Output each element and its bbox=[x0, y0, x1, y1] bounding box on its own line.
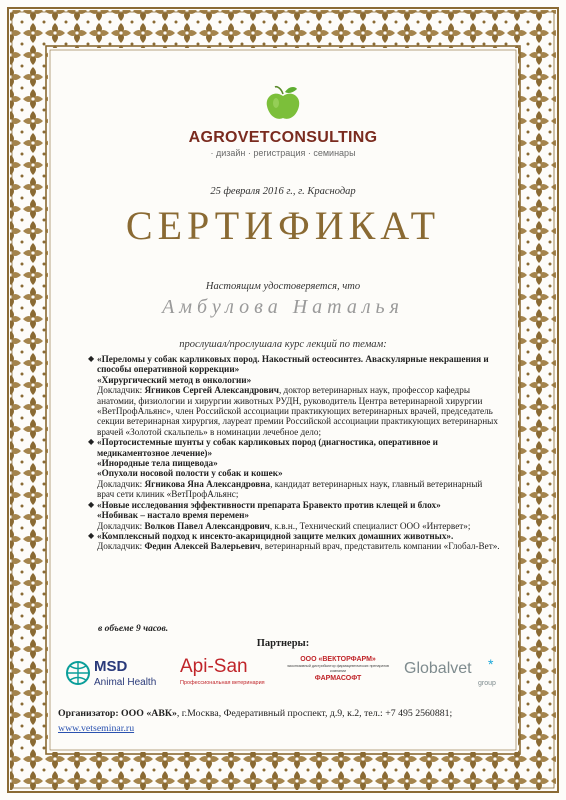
bullet-icon: ◆ bbox=[88, 530, 95, 540]
organizer-address: , г.Москва, Федеративный проспект, д.9, к.2, тел.: +7 495 2560881; bbox=[176, 708, 453, 719]
speaker-prefix: Докладчик: bbox=[97, 478, 145, 489]
speaker-info: , кандидат ветеринарных наук, главный ветеринарный врач сети клиник «ВетПрофАльянс; bbox=[97, 478, 483, 500]
speaker-info: , ветеринарный врач, представитель компании «Глобал-Вет». bbox=[260, 541, 500, 552]
certificate-content bbox=[58, 62, 504, 742]
topic-title: «Хирургический метод в онкологии» bbox=[97, 374, 252, 385]
globalvet-star-icon: * bbox=[488, 656, 494, 672]
msd-name: MSD bbox=[94, 658, 128, 675]
logo-tagline: · дизайн · регистрация · семинары bbox=[210, 148, 356, 158]
organizer-label: Организатор: bbox=[58, 708, 119, 719]
topics-list bbox=[88, 354, 500, 552]
topic-item bbox=[88, 437, 500, 499]
speaker-name: Федин Алексей Валерьевич bbox=[144, 541, 261, 552]
partners-row bbox=[62, 654, 504, 694]
apisan-logo bbox=[176, 656, 276, 692]
speaker-prefix: Докладчик: bbox=[97, 520, 145, 531]
certificate-title: СЕРТИФИКАТ bbox=[125, 203, 441, 248]
topic-item bbox=[88, 531, 500, 552]
bullet-icon: ◆ bbox=[88, 437, 95, 447]
topic-title: «Опухоли носовой полости у собак и кошек» bbox=[97, 468, 283, 479]
topic-title: «Новые исследования эффективности препарата Бравекто против клещей и блох» bbox=[97, 499, 441, 510]
bullet-icon: ◆ bbox=[88, 499, 95, 509]
speaker-name: Ягников Сергей Александрович bbox=[144, 385, 279, 396]
vektorpharm-sub: эксклюзивный дистрибьютор фармацевтических препаратов компании bbox=[287, 664, 389, 673]
msd-globe-icon bbox=[66, 660, 90, 686]
globalvet-logo bbox=[402, 656, 502, 692]
apisan-name: Api-San bbox=[180, 656, 248, 677]
speaker-prefix: Докладчик: bbox=[97, 541, 145, 552]
website-link[interactable]: www.vetseminar.ru bbox=[58, 723, 135, 734]
partners-title: Партнеры: bbox=[256, 638, 310, 649]
globalvet-name: Globalvet bbox=[404, 660, 472, 677]
topic-title: «Портосистемные шунты у собак карликовых пород (диагностика, оперативное и медикаментозное лечение)» bbox=[97, 437, 438, 458]
hours-text: в объеме 9 часов. bbox=[98, 624, 169, 634]
recipient-name: Амбулова Наталья bbox=[162, 296, 404, 318]
apisan-sub: Профессиональная ветеринария bbox=[180, 680, 265, 686]
topic-title: «Переломы у собак карликовых пород. Накостный остеосинтез. Аваскулярные некрашения и способы оперативной коррекции» bbox=[97, 354, 489, 375]
date-place: 25 февраля 2016 г., г. Краснодар bbox=[210, 186, 356, 197]
speaker-prefix: Докладчик: bbox=[97, 385, 145, 396]
msd-logo bbox=[66, 656, 166, 692]
topic-item bbox=[88, 354, 500, 437]
speaker-info: , доктор ветеринарных наук, профессор кафедры анатомии, физиологии и хирургии животных РУДН, руководитель Центра ветеринарной хирургии «ВетПрофАльянс», член Российской ассоциации практикующих ветеринарных врачей, председатель секции ветеринарная хирургия, лауреат премии Российской ассоциации практикующих ветеринарных врачей «Золотой скальпель» в номинации лечебное дело; bbox=[97, 385, 498, 437]
msd-sub: Animal Health bbox=[94, 677, 157, 688]
certifies-text: Настоящим удостоверяется, что bbox=[205, 281, 361, 292]
logo-name: AGROVETCONSULTING bbox=[188, 129, 378, 146]
organizer-org: ООО «АВК» bbox=[121, 708, 177, 719]
speaker-info: , к.в.н., Технический специалист ООО «Интервет»; bbox=[269, 520, 471, 531]
agrovetconsulting-logo bbox=[62, 84, 504, 158]
completed-text: прослушал/прослушала курс лекций по темам: bbox=[179, 339, 387, 350]
bullet-icon: ◆ bbox=[88, 354, 95, 363]
globalvet-sub: group bbox=[478, 680, 496, 687]
speaker-name: Ягникова Яна Александровна bbox=[144, 478, 271, 489]
vektorpharm-logo bbox=[286, 656, 390, 692]
farmasoft-name: ФАРМАСОФТ bbox=[314, 675, 362, 682]
vektorpharm-name: ООО «ВЕКТОРФАРМ» bbox=[300, 656, 376, 663]
topic-title: «Комплексный подход к инсекто-акарицидной защите мелких домашних животных». bbox=[97, 530, 454, 541]
topic-title: «Инородные тела пищевода» bbox=[97, 458, 218, 469]
topic-title: «Нобивак – настало время перемен» bbox=[97, 510, 250, 521]
organizer-line bbox=[58, 708, 508, 719]
apple-icon bbox=[263, 84, 303, 122]
topic-item bbox=[88, 500, 500, 531]
speaker-name: Волков Павел Александрович bbox=[144, 520, 270, 531]
